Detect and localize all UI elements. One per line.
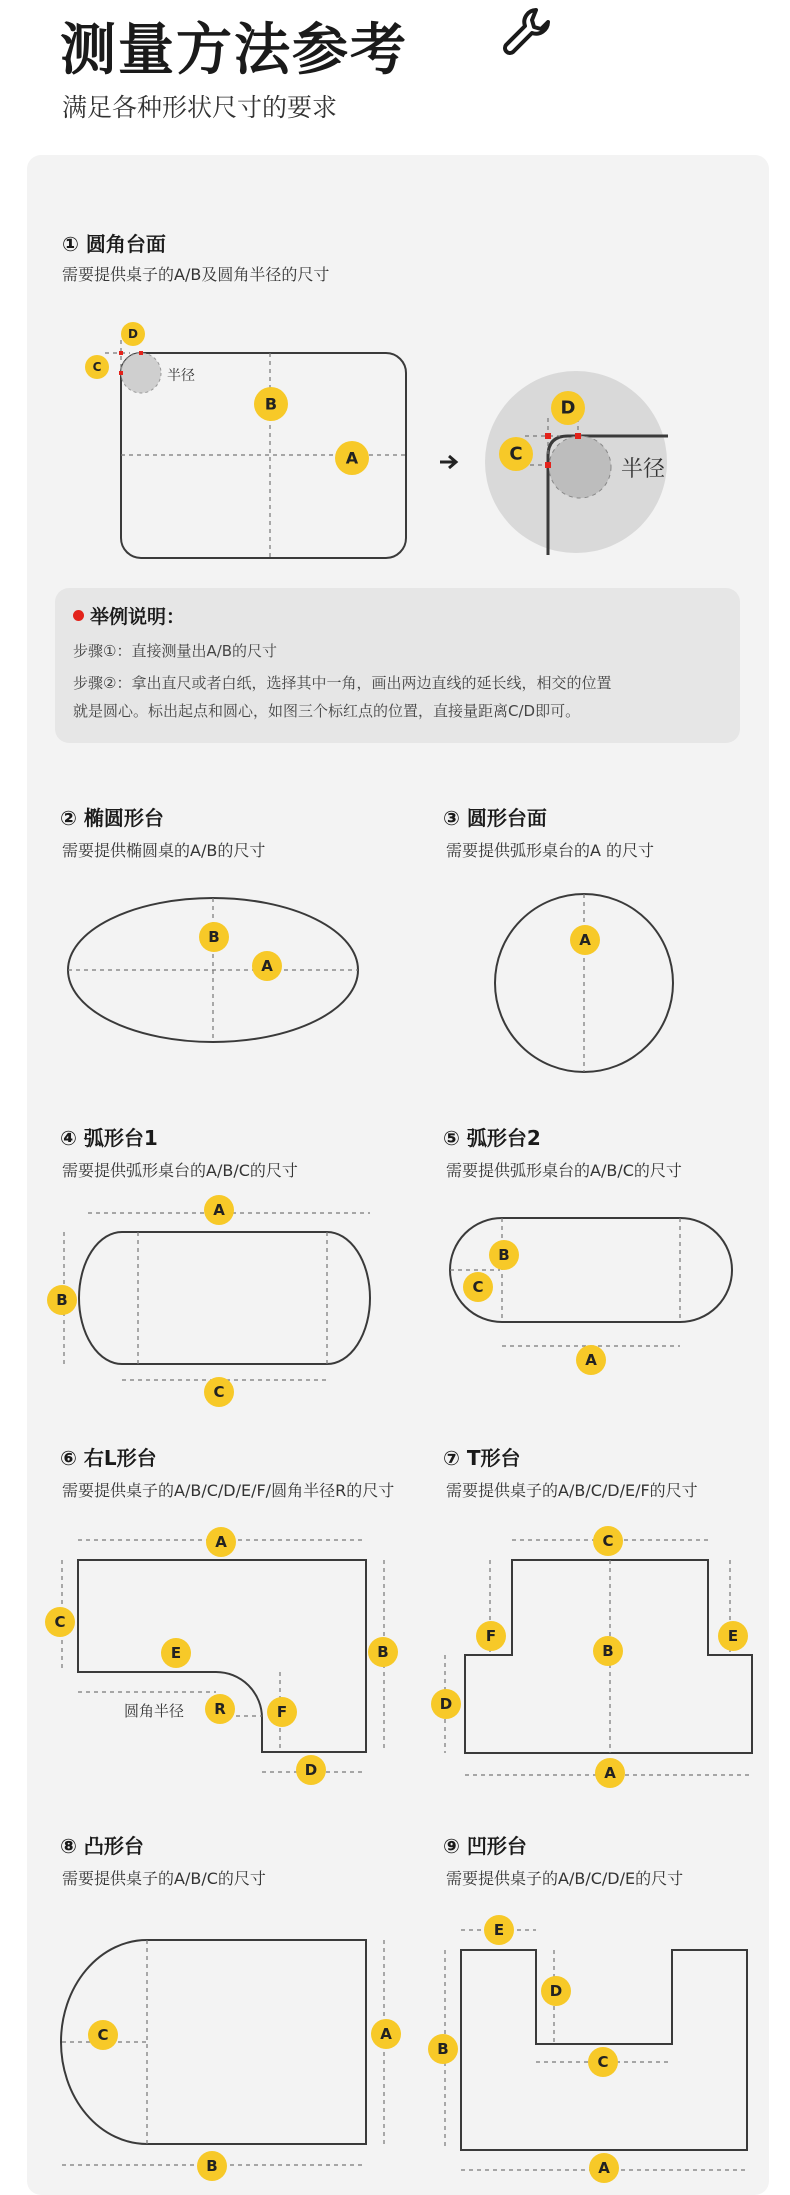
badge-c (588, 2047, 618, 2077)
section-6-title: ⑥ 右L形台 (60, 1446, 157, 1470)
example-step-2b: 就是圆心。标出起点和圆心，如图三个标红点的位置，直接量距离C/D即可。 (73, 702, 581, 720)
example-title: 举例说明： (73, 602, 185, 629)
section-8-desc: 需要提供桌子的A/B/C的尺寸 (62, 1869, 266, 1888)
badge-c (88, 2020, 118, 2050)
svg-text:B: B (377, 1643, 389, 1661)
badge-c (593, 1526, 623, 1556)
svg-text:B: B (437, 2040, 449, 2058)
badge-b (489, 1240, 519, 1270)
svg-text:C: C (54, 1613, 66, 1631)
svg-text:F: F (276, 1703, 288, 1721)
svg-text:B: B (56, 1291, 68, 1309)
section-8-title: ⑧ 凸形台 (60, 1834, 144, 1858)
svg-text:A: A (380, 2025, 392, 2043)
diagram-concave-table (428, 1915, 747, 2183)
badge-a (371, 2019, 401, 2049)
badge-c (463, 1272, 493, 1302)
badge-e (484, 1915, 514, 1945)
svg-text:E: E (493, 1921, 505, 1939)
svg-text:F: F (485, 1627, 497, 1645)
svg-text:B: B (208, 928, 220, 946)
arrow-right-icon (440, 456, 456, 468)
svg-text:A: A (215, 1533, 227, 1551)
badge-f (476, 1621, 506, 1651)
svg-text:B: B (264, 394, 278, 414)
badge-c (85, 355, 109, 379)
section-7-desc: 需要提供桌子的A/B/C/D/E/F的尺寸 (446, 1481, 698, 1500)
badge-e (161, 1638, 191, 1668)
section-4-desc: 需要提供弧形桌台的A/B/C的尺寸 (62, 1161, 298, 1180)
svg-text:B: B (602, 1642, 614, 1660)
diagram-circle (495, 894, 673, 1072)
badge-b (47, 1285, 77, 1315)
example-step-2a: 步骤②：拿出直尺或者白纸，选择其中一角，画出两边直线的延长线，相交的位置 (73, 674, 612, 692)
badge-r (205, 1694, 235, 1724)
badge-d (121, 322, 145, 346)
svg-text:C: C (472, 1278, 484, 1296)
badge-d-zoom (551, 391, 585, 425)
svg-text:A: A (261, 957, 273, 975)
section-9-title: ⑨ 凹形台 (443, 1834, 527, 1858)
svg-text:C: C (97, 2026, 109, 2044)
svg-text:E: E (727, 1627, 739, 1645)
badge-d (541, 1976, 571, 2006)
svg-text:D: D (439, 1695, 453, 1713)
badge-a (589, 2153, 619, 2183)
badge-d (431, 1689, 461, 1719)
section-2-desc: 需要提供椭圆桌的A/B的尺寸 (62, 841, 266, 860)
section-3-title: ③ 圆形台面 (443, 806, 547, 830)
badge-b (593, 1636, 623, 1666)
svg-text:C: C (92, 360, 102, 374)
diagram-rounded-table (85, 322, 668, 558)
diagram-ellipse (68, 898, 358, 1042)
diagram-t-table (431, 1526, 752, 1788)
svg-text:B: B (498, 1246, 510, 1264)
badge-c-zoom (499, 437, 533, 471)
section-2-title: ② 椭圆形台 (60, 806, 164, 830)
badge-a (570, 925, 600, 955)
svg-text:A: A (598, 2159, 610, 2177)
section-7-title: ⑦ T形台 (443, 1446, 521, 1470)
radius-label: 半径 (167, 368, 195, 384)
page-title: 测量方法参考 (60, 18, 408, 83)
badge-b (199, 922, 229, 952)
svg-text:B: B (206, 2157, 218, 2175)
badge-a (335, 441, 369, 475)
badge-a (252, 951, 282, 981)
badge-a (595, 1758, 625, 1788)
badge-b (197, 2151, 227, 2181)
svg-text:D: D (549, 1982, 563, 2000)
badge-d (296, 1755, 326, 1785)
diagrams-canvas (27, 155, 769, 2195)
svg-text:A: A (585, 1351, 597, 1369)
section-1-desc: 需要提供桌子的A/B及圆角半径的尺寸 (62, 265, 330, 284)
svg-text:A: A (345, 448, 359, 468)
section-3-desc: 需要提供弧形桌台的A 的尺寸 (446, 841, 655, 860)
badge-b (368, 1637, 398, 1667)
svg-text:C: C (602, 1532, 614, 1550)
example-step-1: 步骤①：直接测量出A/B的尺寸 (73, 642, 278, 660)
svg-text:A: A (579, 931, 591, 949)
radius-label-zoom: 半径 (621, 457, 666, 482)
page-subtitle: 满足各种形状尺寸的要求 (62, 93, 338, 122)
diagram-arc-table-2 (450, 1218, 732, 1375)
section-9-desc: 需要提供桌子的A/B/C/D/E的尺寸 (446, 1869, 684, 1888)
svg-text:R: R (214, 1700, 226, 1718)
badge-b (254, 387, 288, 421)
badge-a (576, 1345, 606, 1375)
section-1-title: ① 圆角台面 (62, 232, 166, 256)
badge-b (428, 2034, 458, 2064)
section-5-title: ⑤ 弧形台2 (443, 1126, 541, 1150)
svg-text:E: E (170, 1644, 182, 1662)
diagram-convex-table (61, 1940, 401, 2181)
svg-text:C: C (213, 1383, 225, 1401)
badge-c (204, 1377, 234, 1407)
svg-text:A: A (604, 1764, 616, 1782)
svg-text:D: D (560, 397, 576, 419)
badge-c (45, 1607, 75, 1637)
wrench-icon (498, 4, 558, 64)
section-6-desc: 需要提供桌子的A/B/C/D/E/F/圆角半径R的尺寸 (62, 1481, 395, 1500)
section-5-desc: 需要提供弧形桌台的A/B/C的尺寸 (446, 1161, 682, 1180)
badge-f (267, 1697, 297, 1727)
diagram-arc-table-1 (47, 1195, 370, 1407)
svg-text:A: A (213, 1201, 225, 1219)
badge-a (206, 1527, 236, 1557)
svg-text:C: C (597, 2053, 609, 2071)
diagram-l-table (45, 1527, 398, 1785)
svg-text:C: C (509, 443, 523, 465)
badge-a (204, 1195, 234, 1225)
section-4-title: ④ 弧形台1 (60, 1126, 158, 1150)
corner-radius-label: 圆角半径 (124, 1702, 185, 1720)
badge-e (718, 1621, 748, 1651)
svg-text:D: D (304, 1761, 318, 1779)
svg-text:D: D (128, 327, 138, 341)
